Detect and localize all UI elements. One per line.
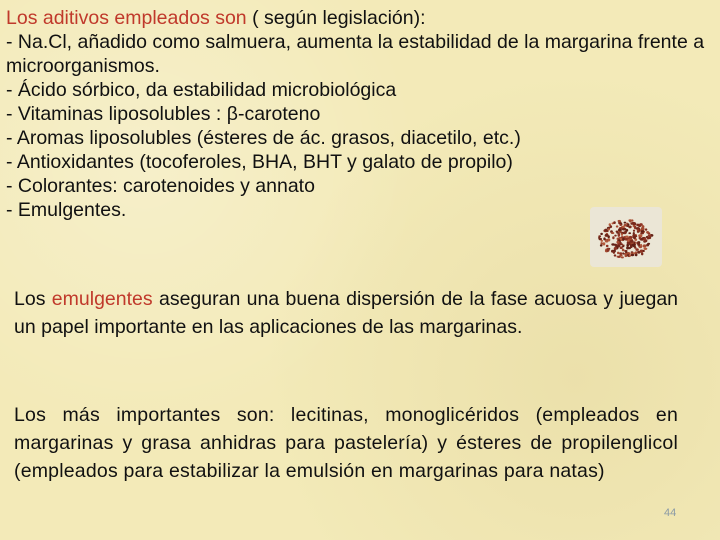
seed [607,238,610,241]
seed [600,233,603,235]
seed [619,252,622,254]
seed [633,252,636,254]
seed [635,254,638,257]
seed [627,242,631,244]
seed [605,234,609,237]
seed [614,254,617,256]
seed [606,245,609,247]
seed [643,244,647,247]
seed [631,254,634,256]
list-item: - Na.Cl, añadido como salmuera, aumenta la estabilidad de la margarina frente a microorganismos. [6,31,705,77]
seed [622,238,625,241]
seed [625,253,628,256]
list-item: - Aromas liposolubles (ésteres de ác. grasos, diacetilo, etc.) [6,127,521,149]
seed [632,222,634,225]
emulsifiers-paragraph [14,285,678,341]
seed [640,251,643,253]
seed [646,231,649,234]
seed [622,249,625,252]
heading-rest: ( según legislación): [246,7,426,29]
seed [640,244,642,247]
additives-section [6,6,712,222]
seed [612,236,614,239]
seed [621,233,623,236]
seed [614,244,617,247]
seed [621,256,624,258]
seed [639,237,641,240]
seed [634,226,636,229]
seed [617,252,619,255]
seed [613,251,615,254]
list-item: - Ácido sórbico, da estabilidad microbiológica [6,79,397,101]
seed [636,242,638,245]
seed [641,230,645,232]
seed [611,232,614,234]
seed [628,232,631,234]
list-item: - Emulgentes. [6,199,127,221]
seed [618,229,622,232]
annatto-seeds-image [590,207,662,267]
seed [636,224,639,227]
seed [635,248,638,251]
seed [648,234,652,236]
seed [614,235,616,237]
seed [604,229,607,232]
seed [617,256,621,258]
seed [639,234,642,237]
seed [630,245,633,248]
seed [639,223,643,226]
emulsifiers-highlight: emulgentes [51,288,153,310]
seed [616,225,619,227]
seed [643,238,646,241]
seed [622,245,624,247]
seed [633,236,636,239]
list-item: - Antioxidantes (tocoferoles, BHA, BHT y galato de propilo) [6,151,513,173]
heading-highlight: Los aditivos empleados son [6,7,247,29]
seed [624,222,627,224]
seed [607,249,610,252]
seed [647,243,650,245]
seed [641,252,643,255]
seed [630,240,634,243]
seed [613,221,616,224]
seed [601,240,604,242]
seed [627,223,629,225]
seed [618,245,621,248]
section-heading [6,6,712,30]
seed [629,220,631,223]
seed [636,229,639,231]
seed [623,231,627,234]
seed [598,235,601,237]
page-number: 44 [664,507,677,519]
seed [619,224,621,226]
list-item: - Vitaminas liposolubles : β-caroteno [6,103,321,125]
seed [618,220,621,222]
seed [600,244,603,246]
seed [603,242,606,245]
list-item: - Colorantes: carotenoides y annato [6,175,315,197]
seed [600,242,602,244]
seed [644,248,648,250]
seed [647,236,651,239]
paragraph-rest: aseguran una buena dispersión de la fase acuosa y juegan un papel importante en las aplicaciones de las margarinas. [14,288,679,338]
seed [608,228,610,230]
paragraph-lead: Los [14,288,52,310]
seed [626,244,629,247]
seed [616,241,619,244]
seed [603,237,605,240]
seed [633,230,635,232]
important-emulsifiers-paragraph: Los más importantes son: lecitinas, monoglicéridos (empleados en margarinas y grasa anhidras para pastelería) y ésteres de propilenglicol (empleados para estabilizar la emulsión en margarinas para natas) [14,404,678,482]
seed [645,228,647,230]
seed [618,234,620,237]
seed [625,236,629,238]
